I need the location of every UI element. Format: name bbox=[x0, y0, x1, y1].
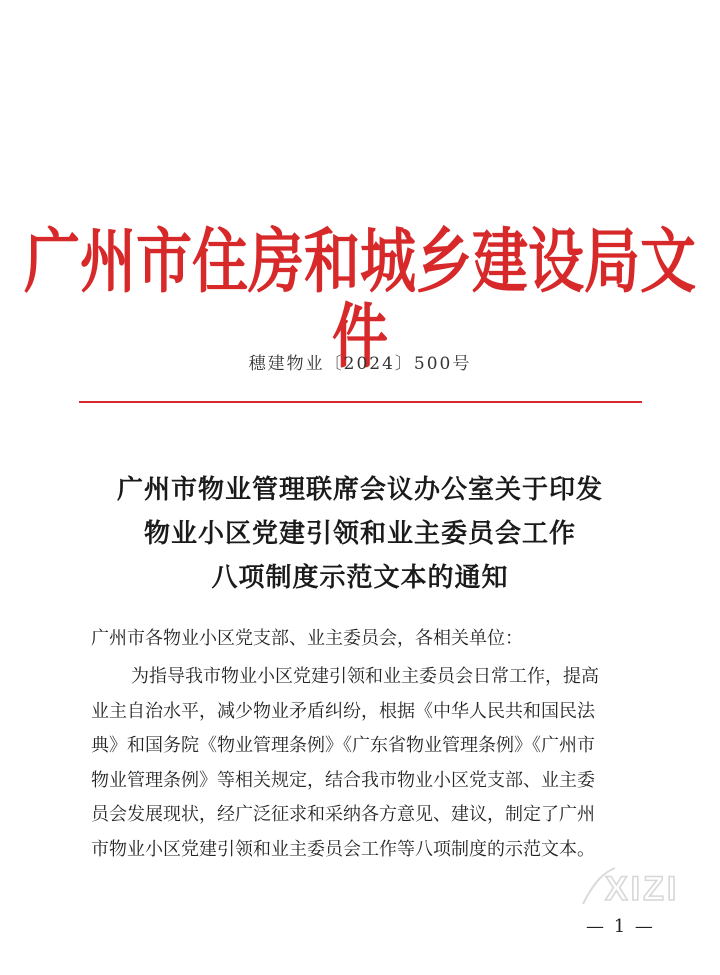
body-line: 为指导我市物业小区党建引领和业主委员会日常工作，提高 bbox=[131, 666, 599, 687]
watermark-text: XIZI bbox=[605, 870, 680, 908]
body-line: 市物业小区党建引领和业主委员会工作等八项制度的示范文本。 bbox=[91, 838, 595, 860]
body-line: 业主自治水平，减少物业矛盾纠纷，根据《中华人民共和国民法 bbox=[91, 700, 595, 722]
body-paragraph bbox=[91, 660, 631, 868]
page-number: — 1 — bbox=[586, 916, 655, 937]
body-line: 典》和国务院《物业管理条例》《广东省物业管理条例》《广州市 bbox=[91, 735, 595, 757]
salutation: 广州市各物业小区党支部、业主委员会，各相关单位： bbox=[91, 628, 523, 649]
document-header-title: 广州市住房和城乡建设局文件 bbox=[24, 220, 696, 378]
document-number: 穗建物业〔2024〕500号 bbox=[248, 354, 472, 374]
body-line: 物业管理条例》等相关规定，结合我市物业小区党支部、业主委 bbox=[91, 769, 595, 791]
notice-title-line: 广州市物业管理联席会议办公室关于印发 bbox=[116, 475, 603, 505]
notice-title-line: 八项制度示范文本的通知 bbox=[211, 563, 509, 593]
xizi-watermark-logo bbox=[575, 862, 705, 912]
notice-title-line: 物业小区党建引领和业主委员会工作 bbox=[143, 519, 576, 549]
notice-title bbox=[0, 470, 720, 602]
red-divider-line bbox=[79, 401, 642, 403]
body-line: 员会发展现状，经广泛征求和采纳各方意见、建议，制定了广州 bbox=[91, 804, 595, 826]
